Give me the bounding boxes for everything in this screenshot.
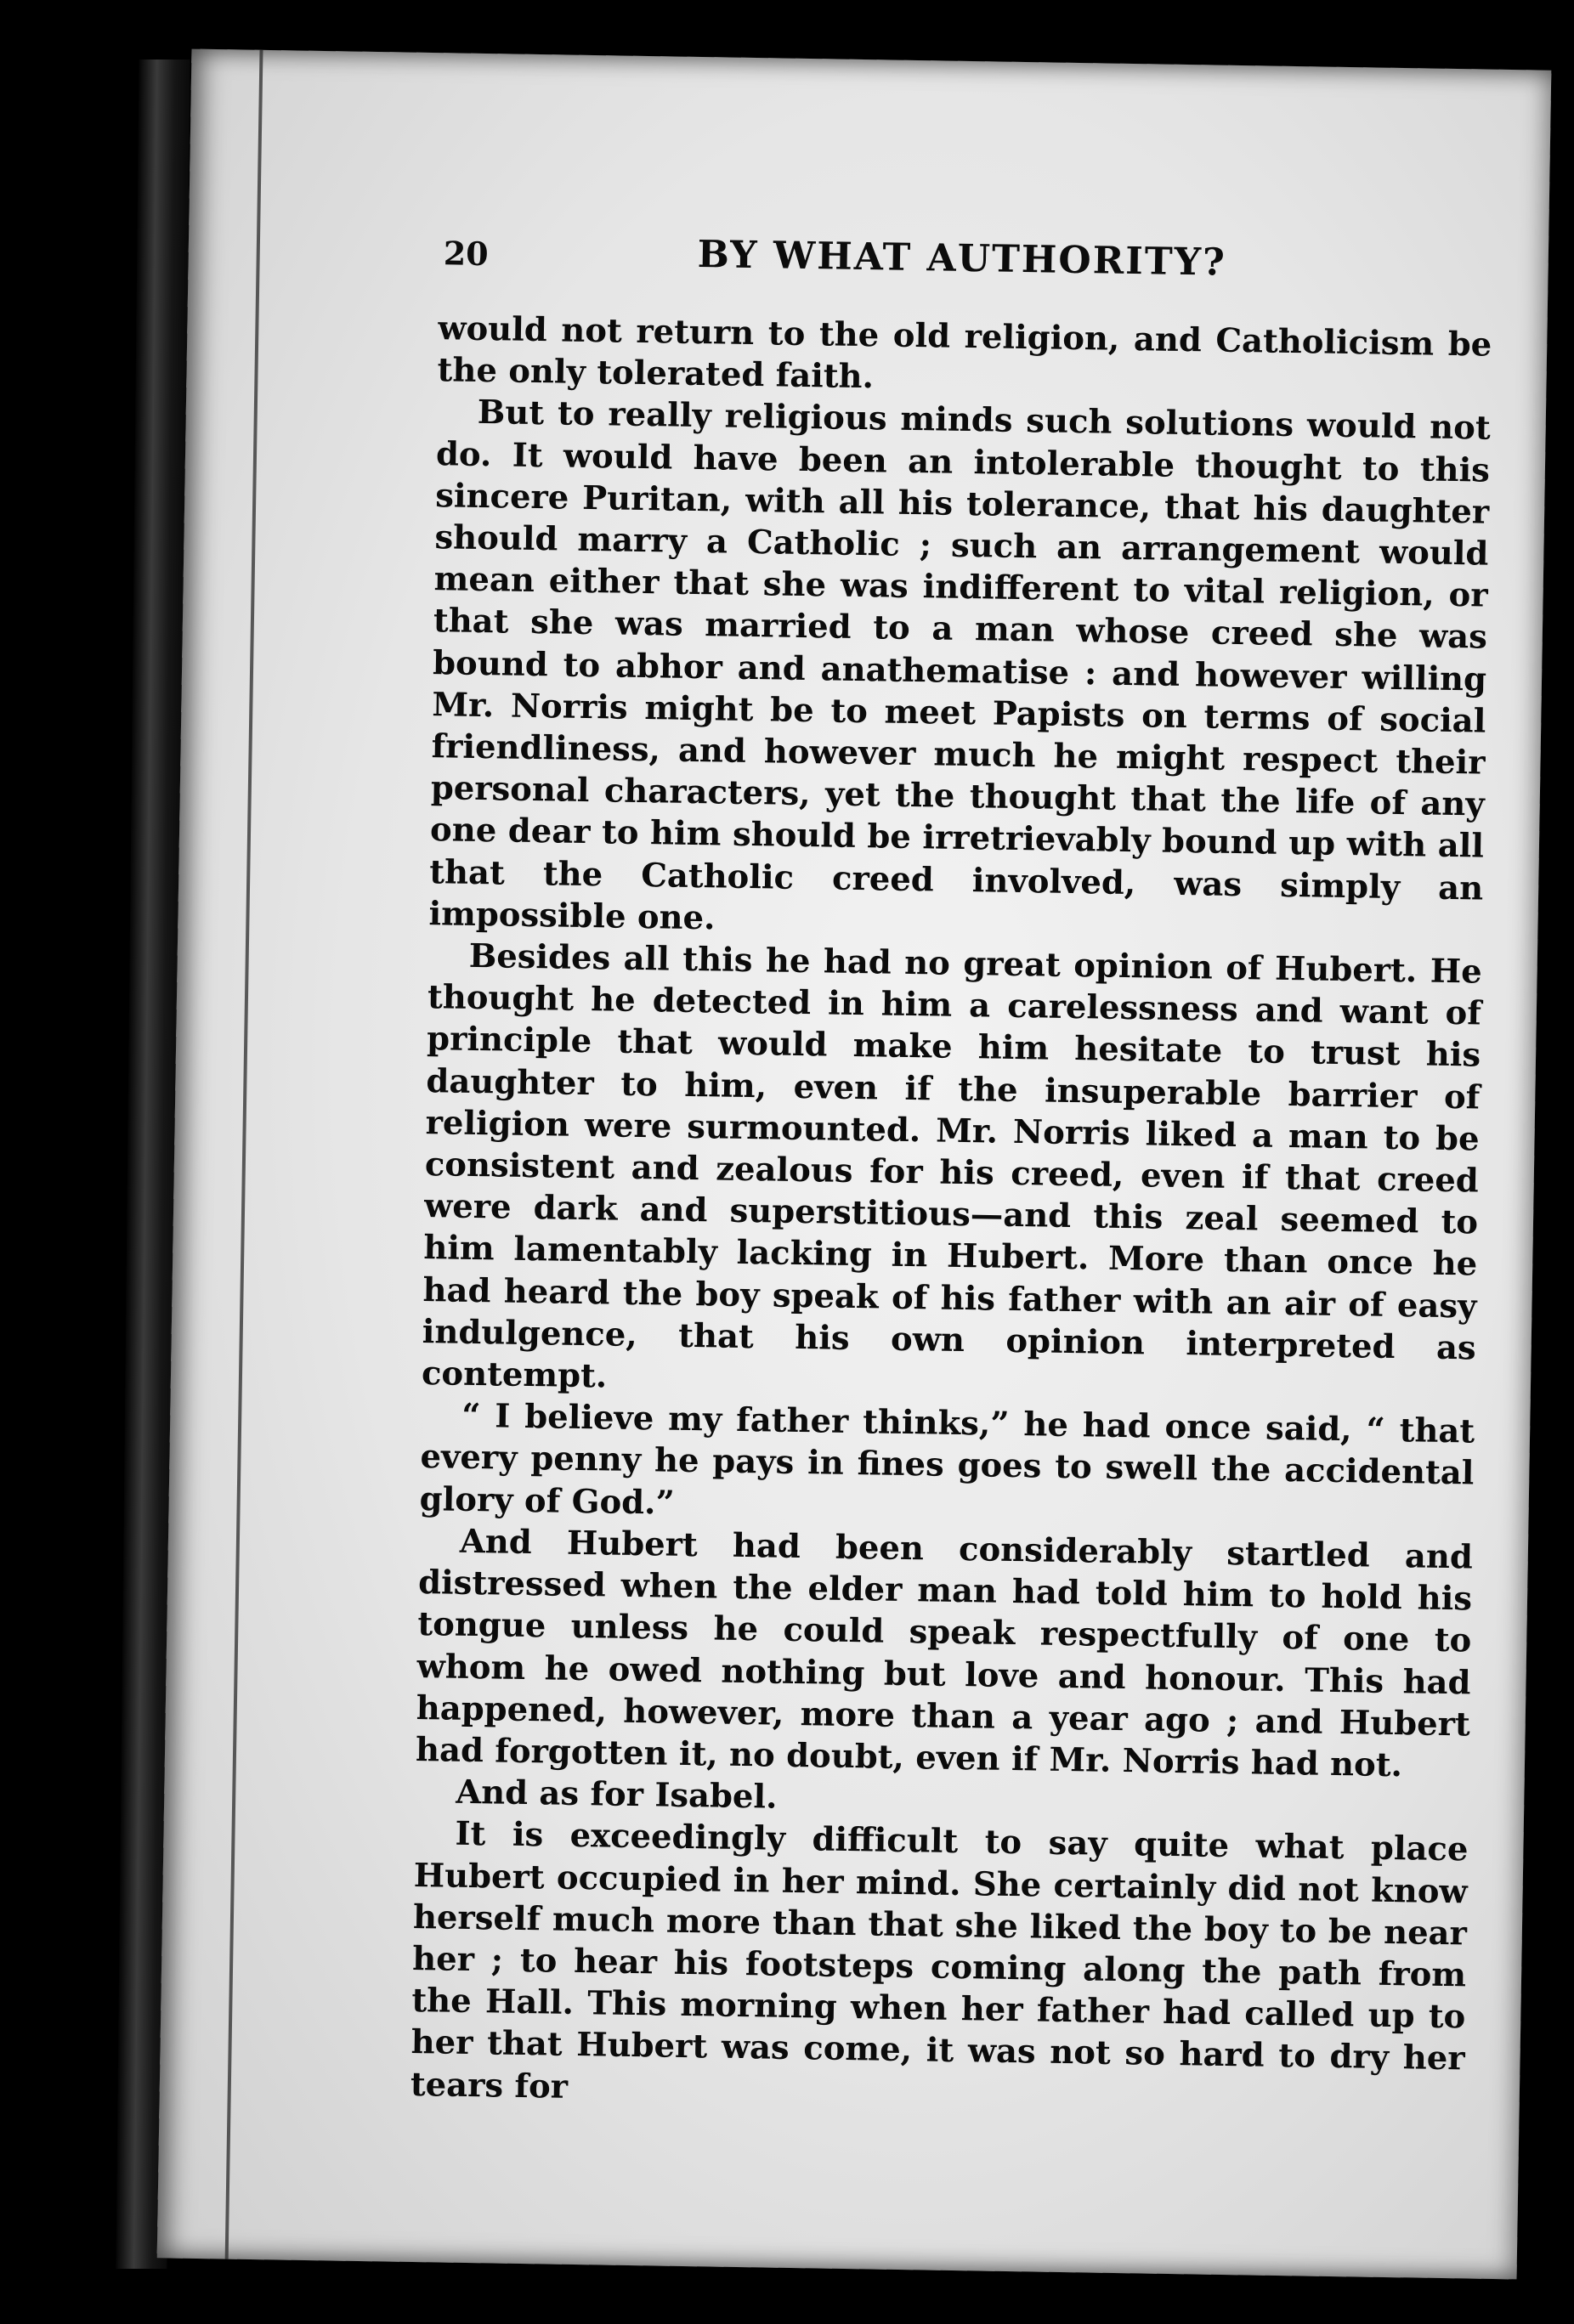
paragraph: Besides all this he had no great opinion of Hubert. He thought he detected in him a carelessness and want of principle that would make him hesitate to trust his daughter to him, even if the insuperable barrier of religion were surmounted. Mr. Norris liked a man to be consistent and zealous for his creed, even if that creed were dark and superstitious—and this zeal seemed to him lamentably lacking in Hubert. More than once he had heard the boy speak of his father with an air of easy indulgence, that his own opinion interpreted as contempt. (421, 936, 1482, 1396)
paragraph: And as for Isabel. (455, 1773, 778, 1817)
paragraph: would not return to the old religion, and Catholicism be the only tolerated faith. (437, 309, 1492, 397)
paragraph: “ I believe my father thinks,” he had once said, “ that every penny he pays in fines goes to swell the accidental glory of God.” (419, 1397, 1475, 1523)
running-title: BY WHAT AUTHORITY? (697, 232, 1227, 285)
paragraph: But to really religious minds such solutions would not do. It would have been an intolerable thought to this sincere Puritan, with all his tolerance, that his daughter should marry a Catholic ; such an arrangement would mean either that she was indifferent to vital religion, or that she was married to a man whose creed she was bound to abhor and anathematise : and however willing Mr. Norris might be to meet Papists on terms of social friendliness, and however much he might respect their personal characters, yet the thought that the life of any one dear to him should be irretrievably bound up with all that the Catholic creed involved, was simply an impossible one. (428, 393, 1492, 938)
body-text (410, 308, 1492, 2122)
paragraph: And Hubert had been considerably startled and distressed when the elder man had told him to hold his tongue unless he could speak respectfully of one to whom he owed nothing but love and honour. This had happened, however, more than a year ago ; and Hubert had forgotten it, no doubt, even if Mr. Norris had not. (415, 1522, 1474, 1785)
book-page (157, 49, 1552, 2280)
paragraph: It is exceedingly difficult to say quite what place Hubert occupied in her mind. She certainly did not know herself much more than that she liked the boy to be near her ; to hear his footsteps coming along the path from the Hall. This morning when her father had called up to her that Hubert was come, it was not so hard to dry her tears for (410, 1815, 1469, 2106)
page-header (443, 218, 1481, 303)
gutter-shadow-line (225, 50, 263, 2259)
page-number: 20 (443, 234, 490, 274)
